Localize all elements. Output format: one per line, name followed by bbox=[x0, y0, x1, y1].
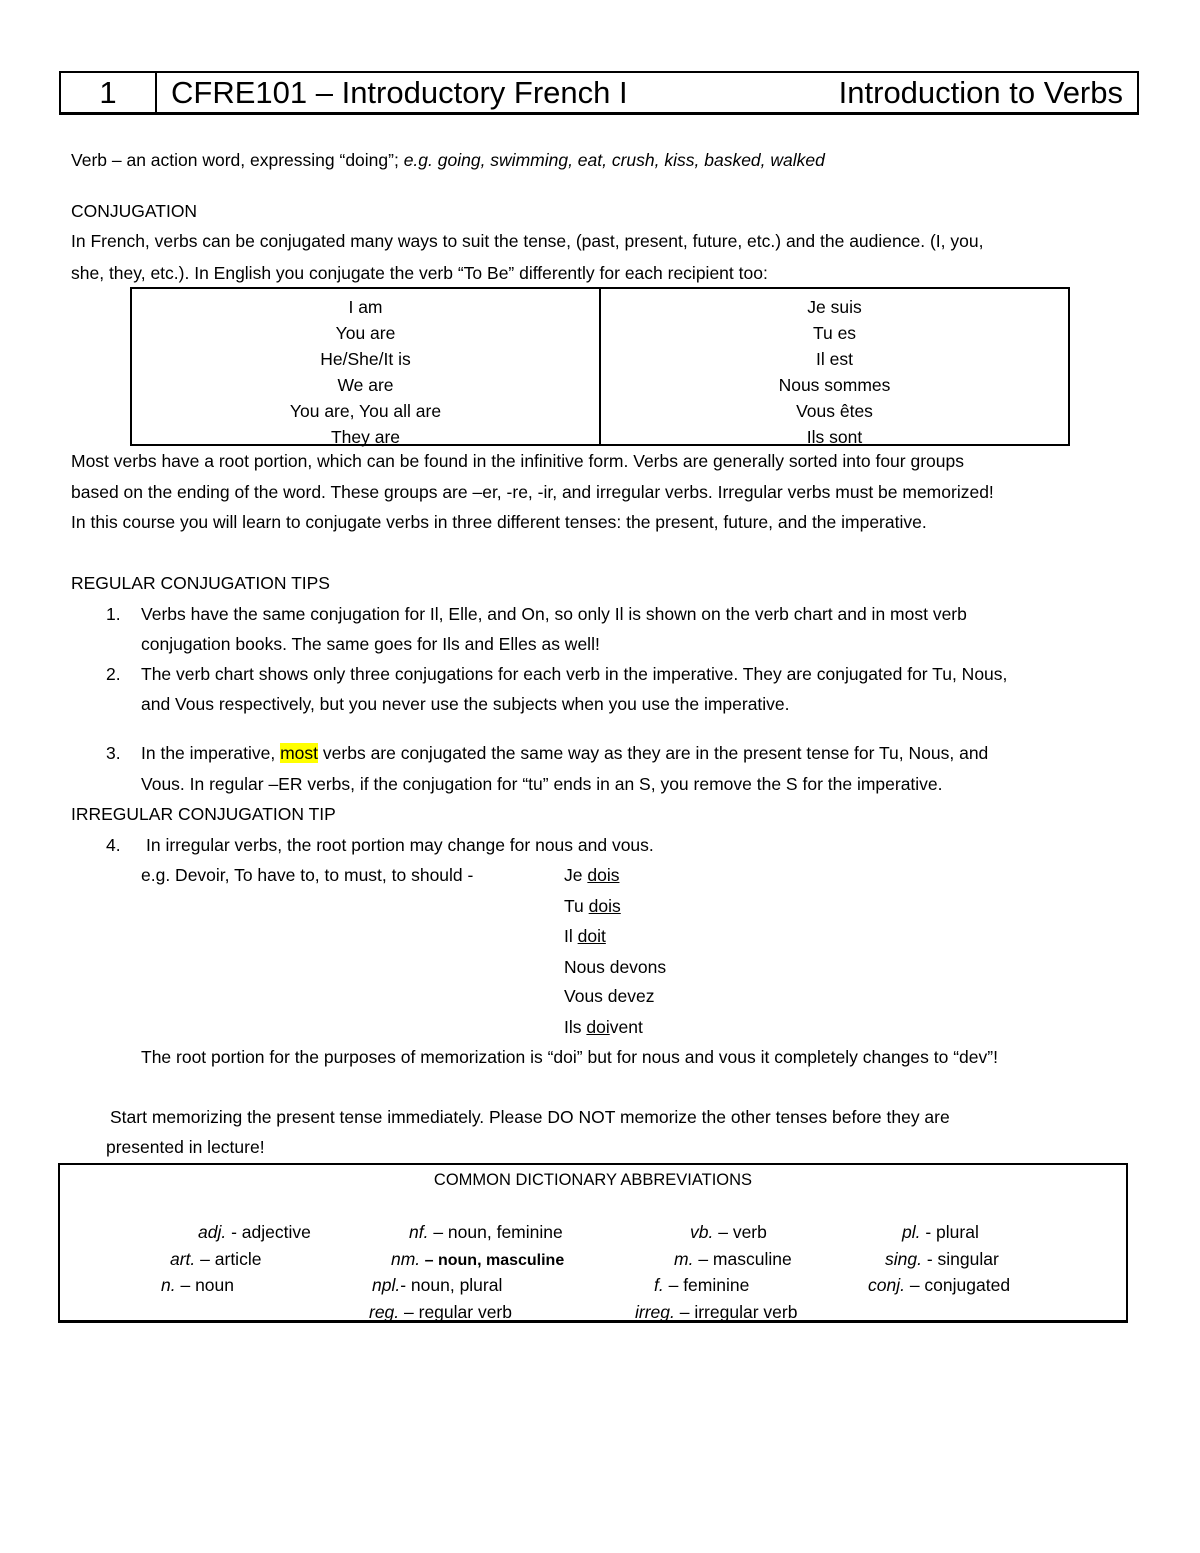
abbr-term: nm. bbox=[391, 1249, 421, 1269]
english-cell: You are, You all are bbox=[289, 401, 442, 421]
abbr-def: - noun, plural bbox=[400, 1275, 503, 1295]
paragraph-line: based on the ending of the word. These groups are –er, -re, -ir, and irregular verbs. Irregular verbs must be memorized! bbox=[71, 482, 994, 502]
abbr-term: pl. bbox=[902, 1222, 921, 1242]
abbr-term: reg. bbox=[369, 1302, 400, 1322]
highlighted-word: most bbox=[280, 743, 319, 763]
devoir-form bbox=[564, 956, 666, 978]
abbreviation-entry bbox=[198, 1221, 311, 1243]
english-cell: We are bbox=[337, 375, 394, 395]
abbr-term: n. bbox=[161, 1275, 176, 1295]
conjugation-heading: CONJUGATION bbox=[71, 201, 198, 221]
abbr-term: irreg. bbox=[635, 1302, 675, 1322]
abbreviations-title: COMMON DICTIONARY ABBREVIATIONS bbox=[433, 1171, 753, 1189]
tip-3-line-2: Vous. In regular –ER verbs, if the conjugation for “tu” ends in an S, you remove the S for the imperative. bbox=[141, 774, 943, 794]
paragraph-line: Most verbs have a root portion, which can be found in the infinitive form. Verbs are generally sorted into four groups bbox=[71, 451, 964, 471]
conjugation-line-1: In French, verbs can be conjugated many ways to suit the tense, (past, present, future, etc.) and the audience. (I, you, bbox=[71, 231, 984, 251]
tip-4-line: In irregular verbs, the root portion may change for nous and vous. bbox=[146, 835, 654, 855]
abbr-def: – noun, masculine bbox=[420, 1252, 565, 1269]
abbreviation-entry bbox=[409, 1221, 563, 1243]
abbreviation-entry bbox=[372, 1274, 502, 1296]
list-number: 3. bbox=[106, 743, 121, 763]
abbreviation-entry bbox=[635, 1301, 797, 1323]
abbr-def: – conjugated bbox=[904, 1275, 1011, 1295]
page-header bbox=[59, 71, 1139, 115]
tip-3-pre: In the imperative, bbox=[141, 743, 281, 763]
abbr-def: – regular verb bbox=[399, 1302, 512, 1322]
abbr-def: – verb bbox=[713, 1222, 767, 1242]
abbr-term: vb. bbox=[690, 1222, 714, 1242]
tip-1-line-2: conjugation books. The same goes for Ils and Elles as well! bbox=[141, 634, 600, 654]
memorize-line-2: presented in lecture! bbox=[106, 1137, 265, 1157]
verb-definition-text: Verb – an action word, expressing “doing”; bbox=[71, 150, 404, 170]
abbr-def: – article bbox=[195, 1249, 262, 1269]
abbreviation-entry bbox=[868, 1274, 1010, 1296]
memorize-line-1: Start memorizing the present tense immediately. Please DO NOT memorize the other tenses before they are bbox=[110, 1107, 950, 1127]
french-column bbox=[599, 289, 1068, 447]
abbreviation-entry bbox=[170, 1248, 261, 1270]
abbr-def: - adjective bbox=[226, 1222, 311, 1242]
abbr-term: nf. bbox=[409, 1222, 429, 1242]
regular-tips-heading: REGULAR CONJUGATION TIPS bbox=[71, 573, 330, 593]
page-number: 1 bbox=[61, 73, 157, 112]
abbr-term: art. bbox=[170, 1249, 196, 1269]
english-cell: You are bbox=[335, 323, 396, 343]
course-title: CFRE101 – Introductory French I bbox=[171, 74, 628, 110]
devoir-example-label: e.g. Devoir, To have to, to must, to should - bbox=[141, 865, 474, 885]
to-be-conjugation-table bbox=[130, 287, 1070, 446]
paragraph-line: In this course you will learn to conjugate verbs in three different tenses: the present, future, and the imperative. bbox=[71, 512, 927, 532]
form-root: dois bbox=[588, 896, 621, 916]
list-number: 4. bbox=[106, 835, 121, 855]
abbreviation-entry bbox=[690, 1221, 767, 1243]
abbreviation-entry bbox=[902, 1221, 979, 1243]
french-cell: Je suis bbox=[807, 297, 862, 317]
tip-2-line-1: The verb chart shows only three conjugations for each verb in the imperative. They are conjugated for Tu, Nous, bbox=[141, 664, 1008, 684]
tip-3-line-1 bbox=[141, 742, 988, 764]
devoir-form bbox=[564, 1016, 643, 1038]
root-conclusion: The root portion for the purposes of memorization is “doi” but for nous and vous it completely changes to “dev”! bbox=[141, 1047, 998, 1067]
abbr-def: - plural bbox=[920, 1222, 979, 1242]
form-pre: Il bbox=[564, 926, 578, 946]
form-root: doi bbox=[586, 1017, 610, 1037]
verb-examples: e.g. going, swimming, eat, crush, kiss, basked, walked bbox=[403, 150, 825, 170]
form-pre: Vous devez bbox=[564, 986, 655, 1006]
french-cell: Ils sont bbox=[806, 427, 863, 447]
devoir-form bbox=[564, 985, 654, 1007]
verb-definition bbox=[71, 149, 825, 171]
english-cell: They are bbox=[330, 427, 401, 447]
form-post: vent bbox=[609, 1017, 643, 1037]
abbr-term: f. bbox=[654, 1275, 664, 1295]
abbr-def: – noun bbox=[175, 1275, 234, 1295]
tip-1-line-1: Verbs have the same conjugation for Il, Elle, and On, so only Il is shown on the verb chart and in most verb bbox=[141, 604, 967, 624]
abbr-term: adj. bbox=[198, 1222, 227, 1242]
form-root: dois bbox=[587, 865, 620, 885]
abbreviation-entry bbox=[885, 1248, 999, 1270]
french-cell: Il est bbox=[816, 349, 853, 369]
english-cell: He/She/It is bbox=[320, 349, 411, 369]
irregular-tip-heading: IRREGULAR CONJUGATION TIP bbox=[71, 804, 336, 824]
form-pre: Tu bbox=[564, 896, 589, 916]
english-cell: I am bbox=[348, 297, 383, 317]
conjugation-line-2: she, they, etc.). In English you conjugate the verb “To Be” differently for each recipient too: bbox=[71, 263, 768, 283]
abbr-def: – feminine bbox=[663, 1275, 750, 1295]
form-pre: Nous devons bbox=[564, 957, 667, 977]
abbr-term: m. bbox=[674, 1249, 694, 1269]
abbr-def: – noun, feminine bbox=[428, 1222, 563, 1242]
abbreviations-box bbox=[58, 1163, 1128, 1323]
english-column bbox=[132, 289, 599, 447]
abbreviation-entry bbox=[674, 1248, 792, 1270]
tip-2-line-2: and Vous respectively, but you never use the subjects when you use the imperative. bbox=[141, 694, 790, 714]
french-cell: Tu es bbox=[812, 323, 857, 343]
abbr-def: – masculine bbox=[693, 1249, 792, 1269]
tip-3-post: verbs are conjugated the same way as they are in the present tense for Tu, Nous, and bbox=[318, 743, 989, 763]
french-cell: Vous êtes bbox=[796, 401, 873, 421]
abbr-def: - singular bbox=[921, 1249, 999, 1269]
abbr-def: – irregular verb bbox=[674, 1302, 798, 1322]
french-cell: Nous sommes bbox=[778, 375, 891, 395]
abbreviation-entry bbox=[654, 1274, 749, 1296]
abbr-term: npl. bbox=[372, 1275, 401, 1295]
abbr-term: conj. bbox=[868, 1275, 905, 1295]
devoir-form bbox=[564, 925, 606, 947]
form-root: doit bbox=[577, 926, 606, 946]
devoir-form bbox=[564, 864, 619, 886]
form-pre: Ils bbox=[564, 1017, 587, 1037]
topic-title: Introduction to Verbs bbox=[838, 74, 1123, 110]
form-pre: Je bbox=[564, 865, 588, 885]
devoir-form bbox=[564, 895, 621, 917]
list-number: 2. bbox=[106, 664, 121, 684]
list-number: 1. bbox=[106, 604, 121, 624]
abbreviation-entry bbox=[391, 1248, 564, 1272]
abbreviation-entry bbox=[161, 1274, 234, 1296]
abbr-term: sing. bbox=[885, 1249, 922, 1269]
abbreviation-entry bbox=[369, 1301, 512, 1323]
